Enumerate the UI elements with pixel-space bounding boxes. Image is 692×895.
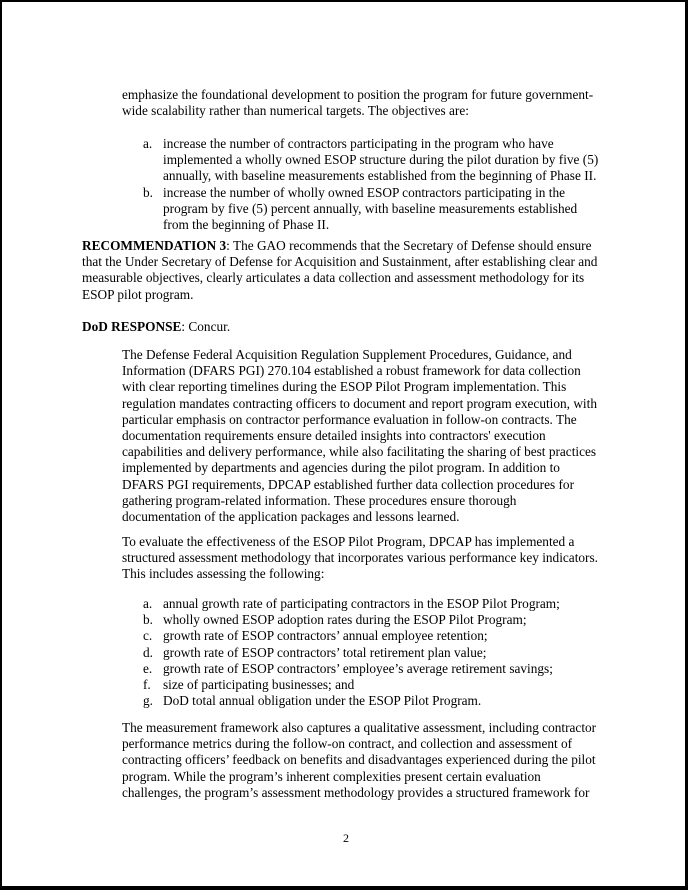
evaluation-paragraph [122,534,598,583]
paragraph-line: particular emphasis on contractor performance evaluation in follow-on contracts. The [122,411,577,427]
list-marker: a. [143,596,153,611]
indicator-text: growth rate of ESOP contractors’ total retirement plan value; [163,644,487,660]
list-marker: g. [143,693,153,709]
paragraph-line: The measurement framework also captures a qualitative assessment, including contractor [122,720,597,735]
indicator-item [143,628,560,644]
indicator-item [143,612,560,628]
dfars-paragraph [122,347,597,525]
paragraph-line: challenges, the program’s assessment methodology provides a structured framework for [122,784,590,800]
objective-line: from the beginning of Phase II. [163,217,330,233]
recommendation-label: RECOMMENDATION 3 [82,238,227,253]
indicator-item [143,677,560,693]
page-number: 2 [343,831,349,845]
paragraph-line: implemented by departments and agencies during the pilot program. In addition to [122,460,560,476]
recommendation-paragraph [82,238,597,303]
objective-line: annually, with baseline measurements established from the beginning of Phase II. [163,168,597,184]
objective-item [143,136,598,185]
indicator-text: DoD total annual obligation under the ESOP Pilot Program. [163,693,482,709]
measurement-paragraph [122,720,596,801]
paragraph-line: regulation mandates contracting officers to document and report program execution, with [122,395,597,411]
intro-line: wide scalability rather than numerical targets. The objectives are: [122,103,469,119]
paragraph-line: The Defense Federal Acquisition Regulation Supplement Procedures, Guidance, and [122,347,572,362]
paragraph-line: Information (DFARS PGI) 270.104 established a robust framework for data collection [122,363,581,379]
list-marker: b. [143,612,153,628]
response-label: DoD RESPONSE [82,319,182,334]
objective-item [143,185,598,234]
indicator-text: wholly owned ESOP adoption rates during the ESOP Pilot Program; [163,612,527,628]
recommendation-line: measurable objectives, clearly articulates a data collection and assessment methodology for its [82,270,585,286]
paragraph-line: This includes assessing the following: [122,566,325,582]
list-marker: f. [143,677,151,693]
paragraph-line: documentation requirements ensure detailed insights into contractors' execution [122,428,546,444]
objective-line: implemented a wholly owned ESOP structure during the pilot duration by five (5) [163,152,599,168]
indicators-list [143,596,560,709]
dod-response [82,319,230,335]
indicator-item [143,693,560,709]
intro-paragraph [122,87,593,119]
indicator-item [143,661,560,677]
list-marker: e. [143,660,153,676]
paragraph-line: DFARS PGI requirements, DPCAP established further data collection procedures for [122,476,574,492]
objectives-list [143,136,598,233]
indicator-item [143,645,560,661]
recommendation-line: ESOP pilot program. [82,286,194,302]
recommendation-line: that the Under Secretary of Defense for Acquisition and Sustainment, after establishing clear and [82,254,598,270]
paragraph-line: structured assessment methodology that incorporates various performance key indicators. [122,550,598,566]
indicator-text: size of participating businesses; and [163,677,355,693]
list-marker: d. [143,644,153,660]
response-value: : Concur. [181,319,231,334]
paragraph-line: contracting officers’ feedback on benefits and disadvantages experienced during the pilot [122,752,596,768]
objective-line: increase the number of contractors participating in the program who have [163,136,554,151]
paragraph-line: documentation of the application packages and lessons learned. [122,509,460,525]
list-marker: a. [143,136,153,151]
paragraph-line: with clear reporting timelines during the ESOP Pilot Program implementation. This [122,379,567,395]
recommendation-line [82,238,597,254]
recommendation-text: : The GAO recommends that the Secretary of Defense should ensure [226,238,592,253]
objective-line: increase the number of wholly owned ESOP contractors participating in the [163,184,565,200]
objective-line: program by five (5) percent annually, with baseline measurements established [163,200,578,216]
indicator-text: growth rate of ESOP contractors’ annual employee retention; [163,628,488,644]
paragraph-line: performance metrics during the follow-on contract, and collection and assessment of [122,736,573,752]
paragraph-line: To evaluate the effectiveness of the ESOP Pilot Program, DPCAP has implemented a [122,534,575,549]
intro-line: emphasize the foundational development to position the program for future government- [122,87,594,102]
list-marker: c. [143,628,153,644]
indicator-text: growth rate of ESOP contractors’ employee’s average retirement savings; [163,660,553,676]
indicator-text: annual growth rate of participating contractors in the ESOP Pilot Program; [163,596,560,611]
list-marker: b. [143,184,153,200]
paragraph-line: program. While the program’s inherent complexities present certain evaluation [122,768,541,784]
paragraph-line: gathering program-related information. These procedures ensure thorough [122,492,517,508]
paragraph-line: capabilities and delivery performance, while also facilitating the sharing of best practices [122,444,597,460]
indicator-item [143,596,560,612]
